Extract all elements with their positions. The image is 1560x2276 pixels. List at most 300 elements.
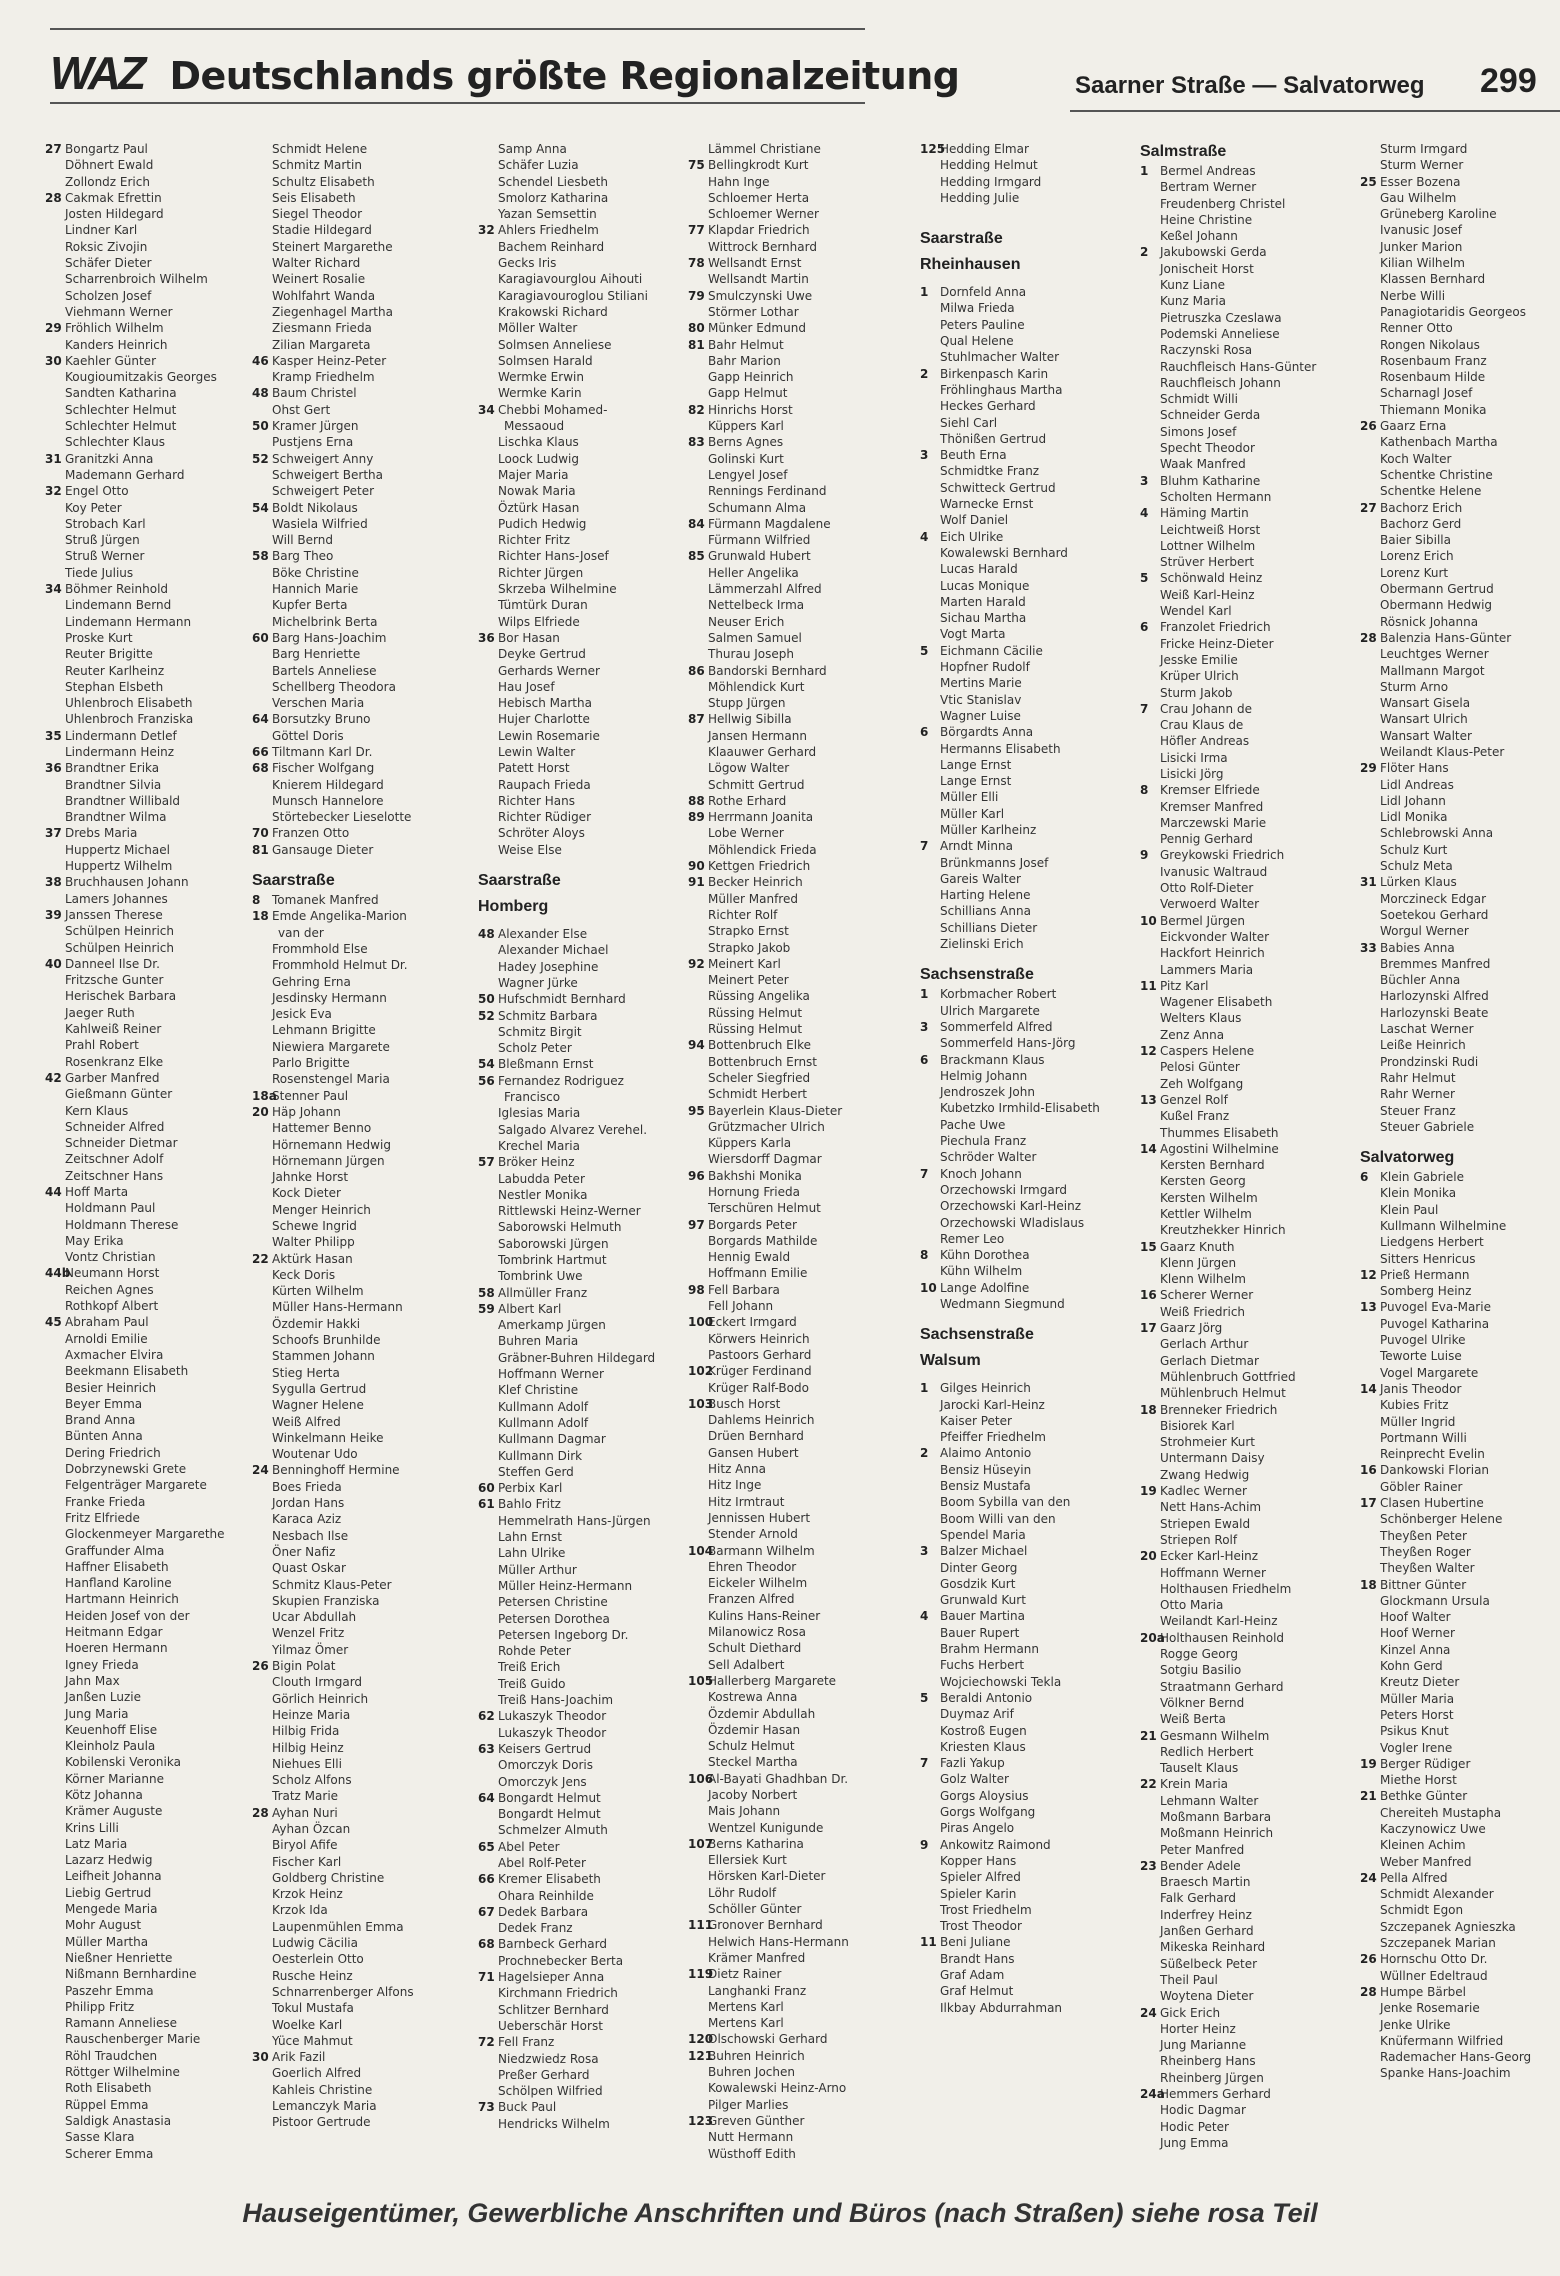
listing-entry [45, 923, 241, 939]
listing-entry [252, 1267, 448, 1283]
resident-name: Lobe Werner [708, 826, 784, 841]
listing-entry [688, 907, 884, 923]
listing-entry [1360, 1935, 1556, 1951]
listing-entry [478, 2099, 674, 2115]
resident-name: Kunz Maria [1160, 294, 1226, 309]
listing-entry [920, 1739, 1116, 1755]
listing-entry [45, 1836, 241, 1852]
listing-entry [252, 1251, 448, 1267]
house-number: 66 [252, 744, 269, 759]
listing-entry [478, 304, 674, 320]
listing-entry [1140, 799, 1336, 815]
listing-entry [920, 1511, 1116, 1527]
listing-entry [688, 2129, 884, 2145]
listing-entry [252, 174, 448, 190]
resident-name: Treiß Erich [498, 1660, 561, 1675]
listing-entry [45, 1950, 241, 1966]
resident-name: Ivanusic Waltraud [1160, 864, 1268, 879]
listing-entry [920, 1166, 1116, 1182]
resident-name: Bensiz Hüseyin [940, 1462, 1032, 1477]
resident-name: Jarocki Karl-Heinz [940, 1397, 1045, 1412]
resident-name: Berns Katharina [708, 1836, 804, 1851]
house-number: 60 [478, 1481, 495, 1496]
resident-name: Mallmann Margot [1380, 663, 1485, 678]
resident-name: Jendroszek John [940, 1085, 1035, 1100]
resident-name: Raczynski Rosa [1160, 343, 1253, 358]
listing-entry [478, 174, 674, 190]
listing-entry [1360, 663, 1556, 679]
listing-entry [478, 1496, 674, 1512]
listing-entry [45, 1966, 241, 1982]
resident-name: Lemanczyk Maria [272, 2099, 377, 2114]
listing-entry [478, 206, 674, 222]
listing-entry [688, 744, 884, 760]
resident-name: Prondzinski Rudi [1380, 1054, 1479, 1069]
listing-entry [920, 610, 1116, 626]
resident-name: Müller Arthur [498, 1562, 577, 1577]
listing-entry [1360, 1772, 1556, 1788]
resident-name: Solmsen Harald [498, 353, 593, 368]
resident-name: Nißmann Bernhardine [65, 1967, 197, 1982]
resident-name: Lehmann Walter [1160, 1793, 1259, 1808]
resident-name: Steuer Gabriele [1380, 1119, 1475, 1134]
listing-entry [45, 1640, 241, 1656]
resident-name: Brandtner Willibald [65, 793, 181, 808]
page-header [40, 20, 1550, 112]
resident-name: Holthausen Reinhold [1160, 1630, 1285, 1645]
resident-name: Jakubowski Gerda [1160, 245, 1267, 260]
resident-name: Tiede Julius [65, 565, 134, 580]
listing-entry [688, 320, 884, 336]
listing-entry [45, 2031, 241, 2047]
resident-name: Krüger Ferdinand [708, 1364, 812, 1379]
listing-entry [688, 695, 884, 711]
resident-name: Schmidt Alexander [1380, 1887, 1494, 1902]
listing-entry [1140, 1027, 1336, 1043]
resident-name: Francisco [504, 1090, 561, 1105]
listing-entry [45, 663, 241, 679]
listing-entry [45, 1314, 241, 1330]
resident-name: Pitz Karl [1160, 978, 1209, 993]
resident-name: Zeh Wolfgang [1160, 1076, 1244, 1091]
house-number: 104 [688, 1543, 714, 1558]
resident-name: Hörsken Karl-Dieter [708, 1869, 826, 1884]
listing-entry [478, 1953, 674, 1969]
resident-name: Strobach Karl [65, 516, 146, 531]
listing-entry [1140, 2005, 1336, 2021]
resident-name: Hedding Helmut [940, 158, 1038, 173]
listing-entry [920, 1263, 1116, 1279]
listing-entry [1360, 1397, 1556, 1413]
resident-name: Bluhm Katharine [1160, 473, 1261, 488]
listing-entry [1360, 255, 1556, 271]
listing-entry [1140, 228, 1336, 244]
house-number: 18 [1140, 1402, 1157, 1417]
listing-entry [45, 972, 241, 988]
resident-name: Thönißen Gertrud [940, 431, 1047, 446]
resident-name: Wansart Gisela [1380, 696, 1471, 711]
resident-name: Milwa Frieda [940, 301, 1015, 316]
resident-name: Korbmacher Robert [940, 987, 1057, 1002]
resident-name: Bittner Günter [1380, 1577, 1467, 1592]
listing-entry [252, 1821, 448, 1837]
listing-entry [1140, 1760, 1336, 1776]
listing-entry [1140, 1613, 1336, 1629]
listing-entry [1140, 1353, 1336, 1369]
listing-entry [1360, 451, 1556, 467]
listing-entry [252, 337, 448, 353]
resident-name: Schmidt Willi [1160, 392, 1238, 407]
house-number: 78 [688, 256, 705, 271]
resident-name: Schumann Alma [708, 500, 807, 515]
resident-name: Abel Peter [498, 1839, 560, 1854]
resident-name: Schulz Helmut [708, 1739, 795, 1754]
resident-name: Berger Rüdiger [1380, 1756, 1471, 1771]
listing-entry [688, 1119, 884, 1135]
listing-entry [252, 1528, 448, 1544]
resident-name: Abraham Paul [65, 1315, 149, 1330]
listing-entry [252, 925, 448, 941]
resident-name: Kleinholz Paula [65, 1739, 156, 1754]
house-number: 64 [478, 1790, 495, 1805]
listing-entry [1360, 874, 1556, 890]
house-number: 26 [1360, 419, 1377, 434]
house-number: 102 [688, 1364, 714, 1379]
listing-entry [1360, 1968, 1556, 1984]
listing-entry [688, 1738, 884, 1754]
listing-entry [1360, 1185, 1556, 1201]
resident-name: Holdmann Paul [65, 1201, 156, 1216]
listing-entry [252, 1039, 448, 1055]
resident-name: Wansart Walter [1380, 728, 1472, 743]
house-number: 35 [45, 728, 62, 743]
resident-name: Laschat Werner [1380, 1022, 1474, 1037]
listing-entry [920, 855, 1116, 871]
resident-name: Piras Angelo [940, 1821, 1015, 1836]
listing-entry [1140, 440, 1336, 456]
listing-entry [920, 1100, 1116, 1116]
resident-name: Puvogel Katharina [1380, 1316, 1490, 1331]
resident-name: Miethe Horst [1380, 1773, 1457, 1788]
listing-entry [478, 1839, 674, 1855]
resident-name: Lischka Klaus [498, 435, 579, 450]
listing-entry [688, 1037, 884, 1053]
resident-name: Ulrich Margarete [940, 1003, 1040, 1018]
listing-entry [478, 991, 674, 1007]
resident-name: Wermke Erwin [498, 370, 584, 385]
resident-name: Scherer Emma [65, 2146, 154, 2161]
resident-name: Richter Fritz [498, 533, 571, 548]
listing-entry [688, 1624, 884, 1640]
listing-entry [688, 1103, 884, 1119]
resident-name: Schentke Christine [1380, 467, 1493, 482]
listing-entry [1360, 728, 1556, 744]
house-number: 6 [1140, 620, 1149, 635]
listing-entry [1140, 1630, 1336, 1646]
resident-name: Jahn Max [65, 1673, 120, 1688]
resident-name: Buhren Heinrich [708, 2048, 805, 2063]
listing-entry [1360, 500, 1556, 516]
listing-entry [1140, 1304, 1336, 1320]
resident-name: Schoofs Brunhilde [272, 1333, 381, 1348]
listing-entry [45, 1608, 241, 1624]
resident-name: Richter Hans [498, 793, 575, 808]
house-number: 9 [920, 1837, 929, 1852]
resident-name: Preßer Gerhard [498, 2067, 590, 2082]
listing-entry [920, 1723, 1116, 1739]
resident-name: Steuer Franz [1380, 1103, 1456, 1118]
listing-entry [252, 597, 448, 613]
resident-name: Kersten Bernhard [1160, 1158, 1265, 1173]
house-number: 26 [252, 1659, 269, 1674]
resident-name: Samp Anna [498, 142, 567, 156]
listing-entry [688, 1217, 884, 1233]
listing-entry [1360, 1119, 1556, 1135]
resident-name: Dinter Georg [940, 1560, 1018, 1575]
listing-entry [1140, 1418, 1336, 1434]
resident-name: Schmitz Barbara [498, 1008, 598, 1023]
resident-name: Petersen Ingeborg Dr. [498, 1627, 629, 1642]
listing-entry [1360, 516, 1556, 532]
listing-entry [478, 1871, 674, 1887]
house-number: 97 [688, 1217, 705, 1232]
resident-name: Keßel Johann [1160, 229, 1238, 244]
listing-entry [688, 451, 884, 467]
header-right-rule [1070, 110, 1560, 112]
house-number: 121 [688, 2048, 714, 2063]
house-number: 5 [920, 643, 929, 658]
listing-entry [920, 1478, 1116, 1494]
resident-name: Vontz Christian [65, 1250, 156, 1265]
listing-entry [478, 402, 674, 418]
listing-entry [1360, 418, 1556, 434]
resident-name: Weilandt Klaus-Peter [1380, 744, 1505, 759]
listing-entry [1140, 456, 1336, 472]
resident-name: Schmelzer Almuth [498, 1823, 608, 1838]
listing-entry [252, 1446, 448, 1462]
house-number: 67 [478, 1904, 495, 1919]
resident-name: Keuenhoff Elise [65, 1722, 158, 1737]
resident-name: Boldt Nikolaus [272, 500, 358, 515]
listing-entry [688, 548, 884, 564]
resident-name: Sandten Katharina [65, 386, 177, 401]
listing-entry [478, 1105, 674, 1121]
listing-entry [252, 1691, 448, 1707]
resident-name: Dornfeld Anna [940, 285, 1027, 300]
listing-entry [688, 1005, 884, 1021]
resident-name: Schentke Helene [1380, 484, 1482, 499]
resident-name: Bigin Polat [272, 1659, 336, 1674]
listing-entry [688, 679, 884, 695]
resident-name: Bruchhausen Johann [65, 875, 189, 890]
listing-entry [478, 451, 674, 467]
resident-name: Frommhold Helmut Dr. [272, 958, 408, 973]
resident-name: Verschen Maria [272, 696, 365, 711]
resident-name: Remer Leo [940, 1231, 1005, 1246]
listing-entry [252, 1870, 448, 1886]
listing-entry [920, 1641, 1116, 1657]
resident-name: Duymaz Arif [940, 1707, 1014, 1722]
listing-column-7 [1360, 141, 1556, 2082]
listing-entry [45, 1787, 241, 1803]
resident-name: Rüppel Emma [65, 2097, 149, 2112]
listing-entry [688, 1396, 884, 1412]
resident-name: Klein Gabriele [1380, 1170, 1464, 1185]
resident-name: Krechel Maria [498, 1138, 580, 1153]
listing-entry [45, 728, 241, 744]
house-number: 66 [478, 1872, 495, 1887]
listing-entry [920, 773, 1116, 789]
resident-name: Teworte Luise [1380, 1349, 1462, 1364]
listing-entry [478, 1513, 674, 1529]
listing-entry [45, 809, 241, 825]
resident-name: Ankowitz Raimond [940, 1837, 1051, 1852]
listing-entry [252, 1169, 448, 1185]
listing-entry [1360, 2017, 1556, 2033]
resident-name: Lukaszyk Theodor [498, 1725, 607, 1740]
listing-entry [688, 1901, 884, 1917]
resident-name: Kaehler Günter [65, 353, 156, 368]
listing-entry [478, 2018, 674, 2034]
listing-entry [1140, 1010, 1336, 1026]
house-number: 29 [1360, 761, 1377, 776]
listing-entry [252, 1430, 448, 1446]
listing-entry [45, 1331, 241, 1347]
listing-entry [252, 1723, 448, 1739]
resident-name: Hitz Inge [708, 1478, 762, 1493]
listing-entry [45, 940, 241, 956]
resident-name: Nowak Maria [498, 484, 576, 499]
listing-entry [1140, 1239, 1336, 1255]
resident-name: Heinze Maria [272, 1707, 351, 1722]
listing-entry [1140, 1173, 1336, 1189]
listing-entry [45, 793, 241, 809]
listing-entry [920, 1625, 1116, 1641]
listing-entry [920, 1771, 1116, 1787]
resident-name: Müller Martha [65, 1934, 149, 1949]
listing-entry [45, 597, 241, 613]
resident-name: Barg Henriette [272, 647, 361, 662]
resident-name: Meinert Peter [708, 973, 789, 988]
resident-name: Gerlach Arthur [1160, 1337, 1249, 1352]
resident-name: Gorgs Wolfgang [940, 1805, 1036, 1820]
listing-entry [45, 1037, 241, 1053]
listing-entry [478, 1480, 674, 1496]
resident-name: Lisicki Jörg [1160, 766, 1224, 781]
house-number: 88 [688, 793, 705, 808]
listing-entry [1140, 359, 1336, 375]
resident-name: Rheinberg Jürgen [1160, 2070, 1264, 2085]
listing-entry [252, 1886, 448, 1902]
listing-entry [688, 2031, 884, 2047]
resident-name: Wagener Elisabeth [1160, 995, 1273, 1010]
resident-name: Omorczyk Doris [498, 1758, 594, 1773]
resident-name: Berns Agnes [708, 435, 784, 450]
listing-entry [688, 369, 884, 385]
listing-entry [688, 1526, 884, 1542]
listing-entry [478, 1725, 674, 1741]
listing-entry [252, 760, 448, 776]
resident-name: Lamers Johannes [65, 891, 168, 906]
listing-entry [45, 288, 241, 304]
resident-name: Wagner Luise [940, 708, 1021, 723]
resident-name: Szczepanek Agnieszka [1380, 1919, 1516, 1934]
resident-name: Stuhlmacher Walter [940, 350, 1060, 365]
listing-entry [478, 385, 674, 401]
resident-name: Theyßen Walter [1380, 1561, 1475, 1576]
resident-name: Bleßmann Ernst [498, 1057, 594, 1072]
resident-name: Rahr Helmut [1380, 1070, 1456, 1085]
listing-entry [1360, 1674, 1556, 1690]
listing-entry [920, 431, 1116, 447]
listing-entry [45, 614, 241, 630]
street-heading: Saarstraße [920, 230, 1003, 248]
resident-name: Bender Adele [1160, 1858, 1241, 1873]
resident-name: Quast Oskar [272, 1561, 346, 1576]
resident-name: Caspers Helene [1160, 1044, 1255, 1059]
resident-name: Huppertz Michael [65, 842, 170, 857]
listing-entry [920, 545, 1116, 561]
house-number: 36 [478, 630, 495, 645]
resident-name: Walter Philipp [272, 1235, 355, 1250]
listing-entry [1140, 407, 1336, 423]
house-number: 14 [1360, 1381, 1377, 1396]
listing-entry [478, 581, 674, 597]
resident-name: Igney Frieda [65, 1657, 139, 1672]
resident-name: Lidl Monika [1380, 810, 1448, 825]
listing-entry [252, 239, 448, 255]
listing-entry [920, 1755, 1116, 1771]
listing-entry [478, 1936, 674, 1952]
resident-name: Hedding Julie [940, 190, 1020, 205]
house-number: 6 [920, 1052, 929, 1067]
listing-entry [1360, 1740, 1556, 1756]
listing-entry [478, 2034, 674, 2050]
house-number: 77 [688, 223, 705, 238]
listing-entry [252, 2000, 448, 2016]
house-number: 4 [1140, 506, 1149, 521]
listing-entry [478, 1920, 674, 1936]
resident-name: Stammen Johann [272, 1349, 375, 1364]
listing-entry [1140, 1548, 1336, 1564]
resident-name: Labudda Peter [498, 1171, 585, 1186]
listing-entry [1140, 1499, 1336, 1515]
listing-entry [688, 2097, 884, 2113]
listing-entry [45, 1852, 241, 1868]
resident-name: Boom Willi van den [940, 1511, 1056, 1526]
resident-name: Schülpen Heinrich [65, 940, 174, 955]
resident-name: Lidl Andreas [1380, 777, 1454, 792]
resident-name: Beyer Emma [65, 1396, 143, 1411]
listing-entry [688, 1591, 884, 1607]
resident-name: Scharnagl Josef [1380, 386, 1473, 401]
listing-entry [478, 1089, 674, 1105]
resident-name: Lindermann Heinz [65, 744, 175, 759]
listing-entry [478, 418, 674, 434]
listing-entry [252, 744, 448, 760]
listing-entry [920, 382, 1116, 398]
listing-entry [478, 1529, 674, 1545]
listing-entry [252, 1120, 448, 1136]
resident-name: Kremser Elfriede [1160, 783, 1260, 798]
resident-name: Lengyel Josef [708, 467, 788, 482]
listing-entry [1360, 793, 1556, 809]
resident-name: Karagiavouroglou Stiliani [498, 288, 648, 303]
resident-name: Tratz Marie [272, 1789, 339, 1804]
resident-name: Herischek Barbara [65, 989, 177, 1004]
resident-name: Schewe Ingrid [272, 1219, 357, 1233]
resident-name: Hermanns Elisabeth [940, 741, 1061, 756]
